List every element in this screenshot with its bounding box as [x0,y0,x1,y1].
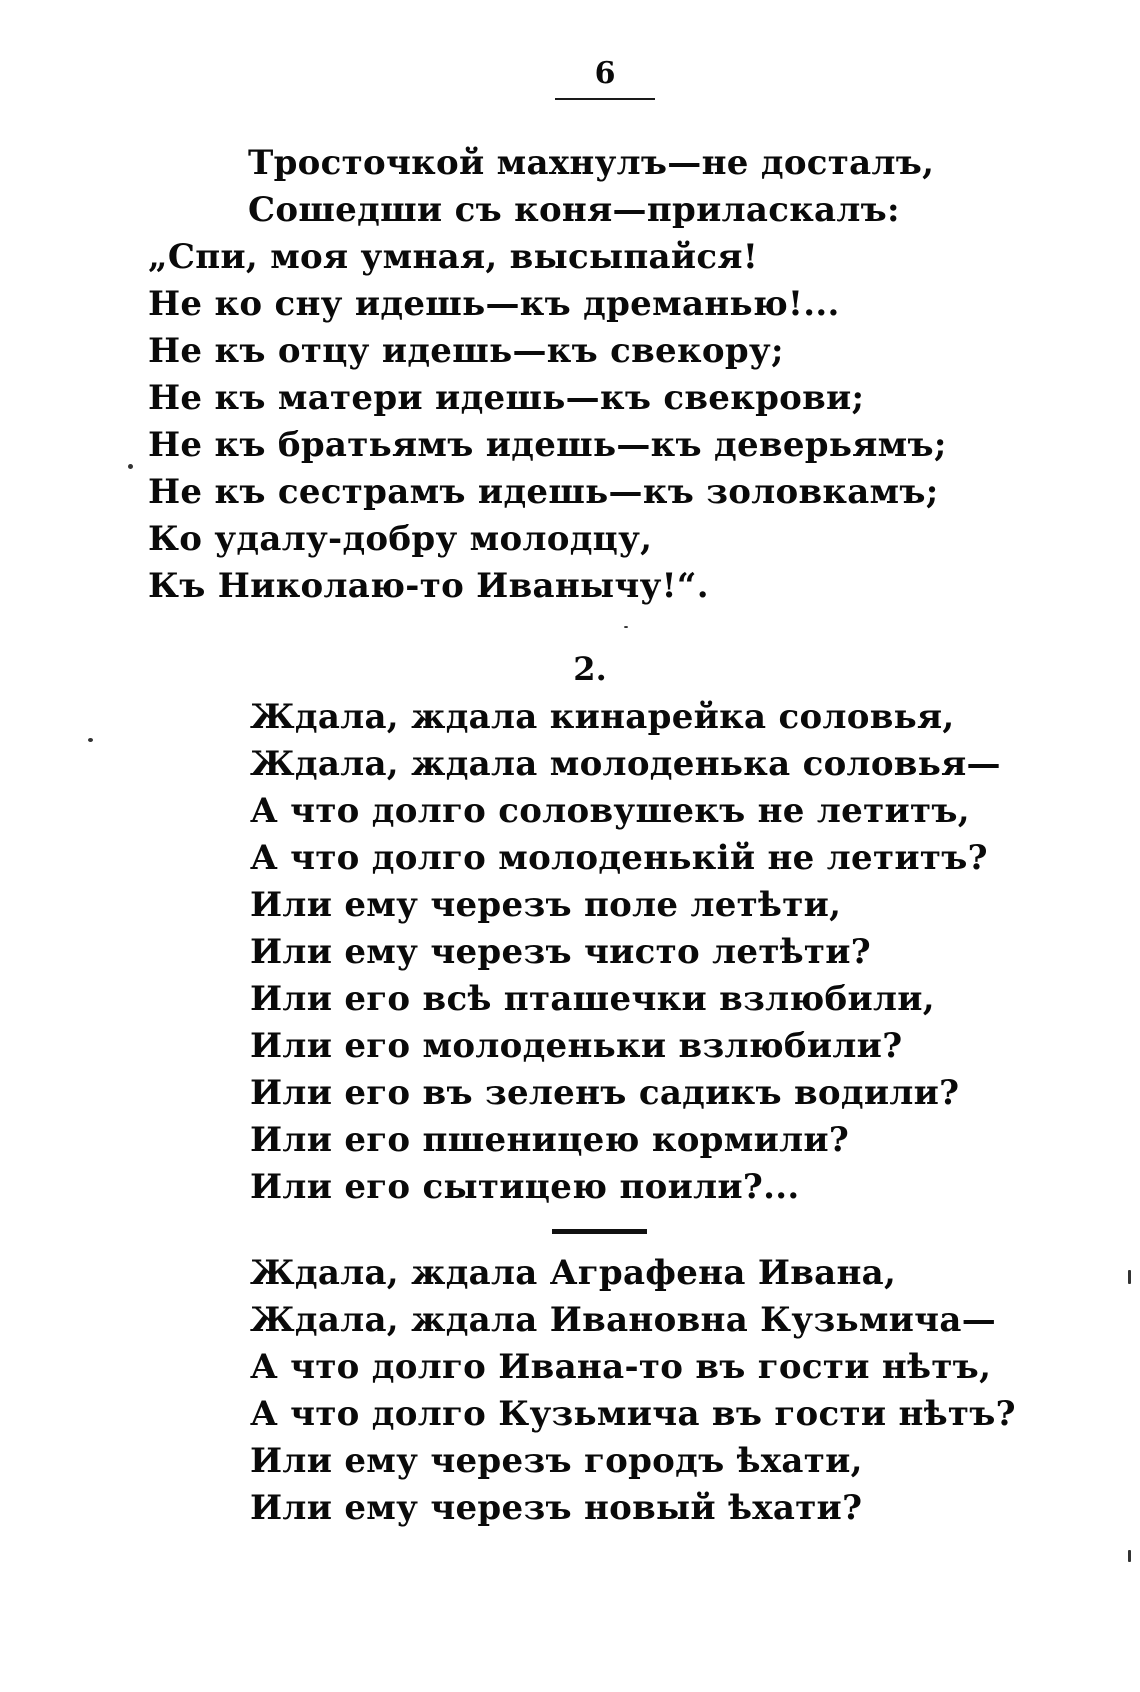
verse-line: Не къ отцу идешь—къ свекору; [148,331,784,371]
verse-line: А что долго Кузьмича въ гости нѣтъ? [250,1394,1016,1434]
page-number-rule [555,98,655,100]
stanza-1 [148,140,947,610]
print-speck [128,464,133,469]
stanza-2 [250,694,1001,1211]
verse-line: Ждала, ждала Ивановна Кузьмича— [250,1300,996,1340]
verse-line: А что долго молоденькій не летитъ? [250,838,988,878]
verse-line: Къ Николаю-то Иванычу!“. [148,566,709,606]
verse-line: Тросточкой махнулъ—не досталъ, [248,143,935,183]
verse-line: Ждала, ждала молоденька соловья— [250,744,1001,784]
verse-line: Не ко сну идешь—къ дреманью!... [148,284,840,324]
verse-line: Или его въ зеленъ садикъ водили? [250,1073,960,1113]
verse-line: Или ему черезъ чисто летѣти? [250,932,872,972]
verse-line: Ждала, ждала Аграфена Ивана, [250,1253,897,1293]
verse-line: Или ему черезъ городъ ѣхати, [250,1441,863,1481]
verse-line: Или его сытицею поили?... [250,1167,800,1207]
verse-line: Не къ братьямъ идешь—къ деверьямъ; [148,425,947,465]
verse-line: Или ему черезъ поле летѣти, [250,885,842,925]
page-number: 6 [594,56,616,91]
verse-line: Или его всѣ пташечки взлюбили, [250,979,935,1019]
verse-line: А что долго Ивана-то въ гости нѣтъ, [250,1347,992,1387]
verse-line: Сошедши съ коня—приласкалъ: [248,190,900,230]
print-speck [1128,1270,1131,1284]
print-speck [624,626,628,628]
stanza-divider [552,1229,647,1234]
stanza-3 [250,1250,1016,1532]
verse-line: Не къ матери идешь—къ свекрови; [148,378,865,418]
verse-line: Или ему черезъ новый ѣхати? [250,1488,863,1528]
verse-line: Ждала, ждала кинарейка соловья, [250,697,955,737]
verse-line: Не къ сестрамъ идешь—къ золовкамъ; [148,472,939,512]
section-number: 2. [573,650,607,688]
print-speck [1128,1550,1131,1562]
verse-line: Или его молоденьки взлюбили? [250,1026,903,1066]
verse-line: А что долго соловушекъ не летитъ, [250,791,970,831]
print-speck [88,738,93,742]
verse-line: Или его пшеницею кормили? [250,1120,850,1160]
verse-line: „Спи, моя умная, высыпайся! [148,237,759,277]
verse-line: Ко удалу-добру молодцу, [148,519,653,559]
